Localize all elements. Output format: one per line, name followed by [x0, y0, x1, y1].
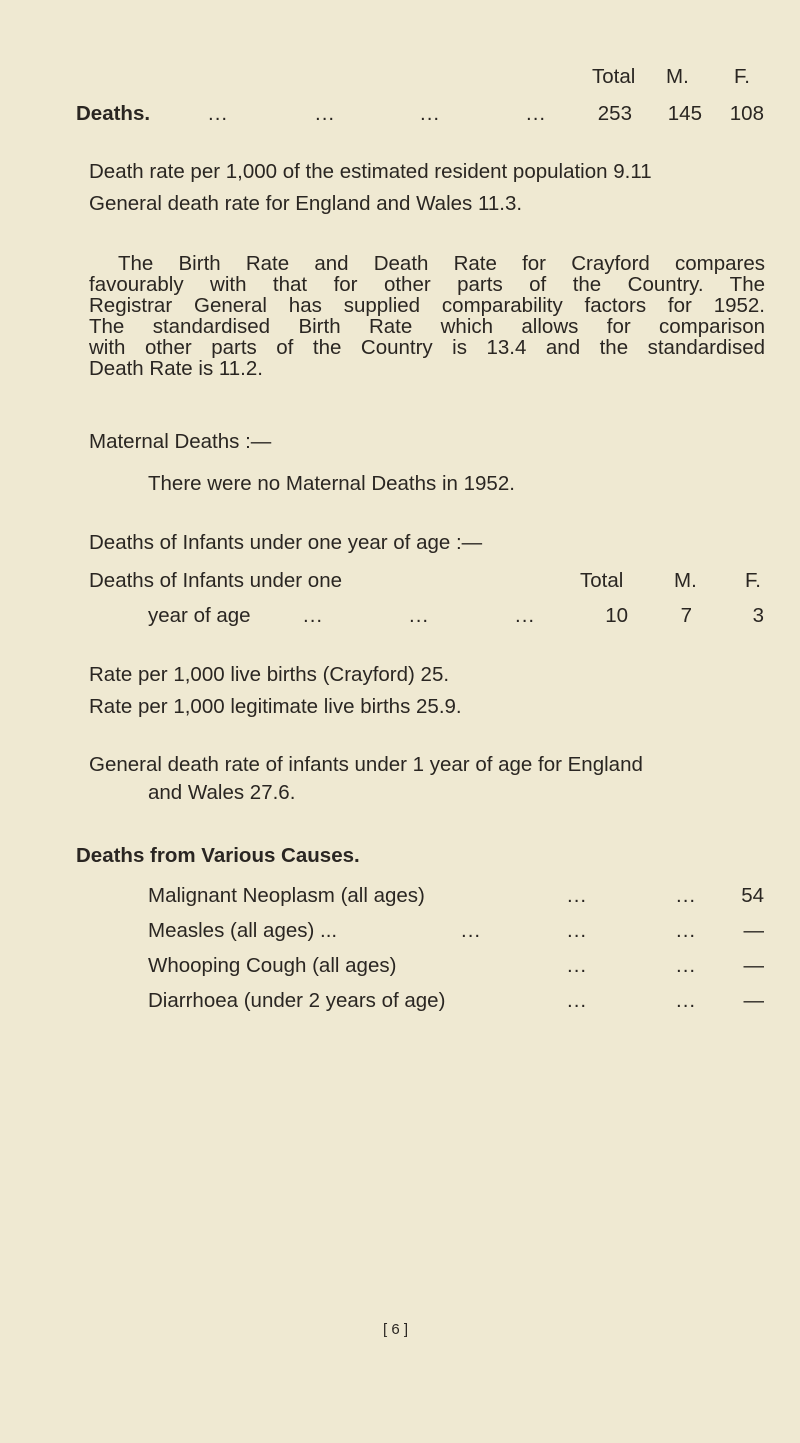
deaths-leader-2: ...: [315, 102, 336, 125]
deaths-total: 253: [597, 102, 632, 125]
deaths-male: 145: [667, 102, 702, 125]
cause-label: Whooping Cough (all ages): [148, 954, 397, 977]
death-rate-line: Death rate per 1,000 of the estimated resident population 9.11: [89, 160, 652, 183]
cause-leader: ...: [567, 919, 588, 942]
infants-leader-3: ...: [515, 604, 536, 627]
page-number: [ 6 ]: [383, 1321, 409, 1338]
comparison-paragraph: [89, 253, 765, 379]
cause-value: 54: [741, 884, 764, 907]
maternal-text: There were no Maternal Deaths in 1952.: [148, 472, 515, 495]
paragraph-line: Registrar General has supplied comparability factors for 1952.: [89, 294, 765, 317]
infants-table-label-2: year of age: [148, 604, 251, 627]
infants-heading: Deaths of Infants under one year of age :—: [89, 531, 483, 554]
cause-leader: ...: [676, 919, 697, 942]
infants-female: 3: [752, 604, 764, 627]
deaths-leader-3: ...: [420, 102, 441, 125]
paragraph-line: favourably with that for other parts of the Country. The: [89, 273, 765, 296]
cause-leader: ...: [676, 989, 697, 1012]
maternal-heading: Maternal Deaths :—: [89, 430, 272, 453]
infant-rate-legit: Rate per 1,000 legitimate live births 25.9.: [89, 695, 462, 718]
cause-value: —: [743, 954, 764, 977]
infant-rate-live: Rate per 1,000 live births (Crayford) 25.: [89, 663, 450, 686]
paragraph-line: The Birth Rate and Death Rate for Crayford compares: [118, 252, 765, 275]
deaths-header-female: F.: [734, 65, 750, 88]
general-death-rate-line: General death rate for England and Wales 11.3.: [89, 192, 523, 215]
infants-table-label-1: Deaths of Infants under one: [89, 569, 343, 592]
infant-general-rate-line1: General death rate of infants under 1 year of age for England: [89, 753, 643, 776]
infants-leader-1: ...: [303, 604, 324, 627]
infants-header-male: M.: [674, 569, 697, 592]
cause-value: —: [743, 919, 764, 942]
infants-header-total: Total: [580, 569, 624, 592]
paragraph-line: The standardised Birth Rate which allows for comparison: [89, 315, 765, 338]
cause-leader: ...: [567, 884, 588, 907]
paragraph-line: with other parts of the Country is 13.4 and the standardised: [89, 336, 765, 359]
cause-value: —: [743, 989, 764, 1012]
deaths-leader-4: ...: [526, 102, 547, 125]
deaths-female: 108: [729, 102, 764, 125]
infants-header-female: F.: [745, 569, 761, 592]
infant-general-rate-line2: and Wales 27.6.: [148, 781, 296, 804]
causes-heading: Deaths from Various Causes.: [76, 844, 360, 867]
infants-leader-2: ...: [409, 604, 430, 627]
cause-leader: ...: [676, 884, 697, 907]
paragraph-line: Death Rate is 11.2.: [89, 357, 263, 380]
deaths-header-total: Total: [592, 65, 636, 88]
infants-total: 10: [605, 604, 628, 627]
cause-leader: ...: [567, 989, 588, 1012]
cause-label: Malignant Neoplasm (all ages): [148, 884, 425, 907]
deaths-header-male: M.: [666, 65, 689, 88]
infants-male: 7: [680, 604, 692, 627]
deaths-leader-1: ...: [208, 102, 229, 125]
cause-leader: ...: [567, 954, 588, 977]
deaths-label: Deaths.: [76, 102, 151, 125]
cause-leader: ...: [461, 919, 482, 942]
cause-label: Measles (all ages) ...: [148, 919, 338, 942]
cause-leader: ...: [676, 954, 697, 977]
cause-label: Diarrhoea (under 2 years of age): [148, 989, 446, 1012]
